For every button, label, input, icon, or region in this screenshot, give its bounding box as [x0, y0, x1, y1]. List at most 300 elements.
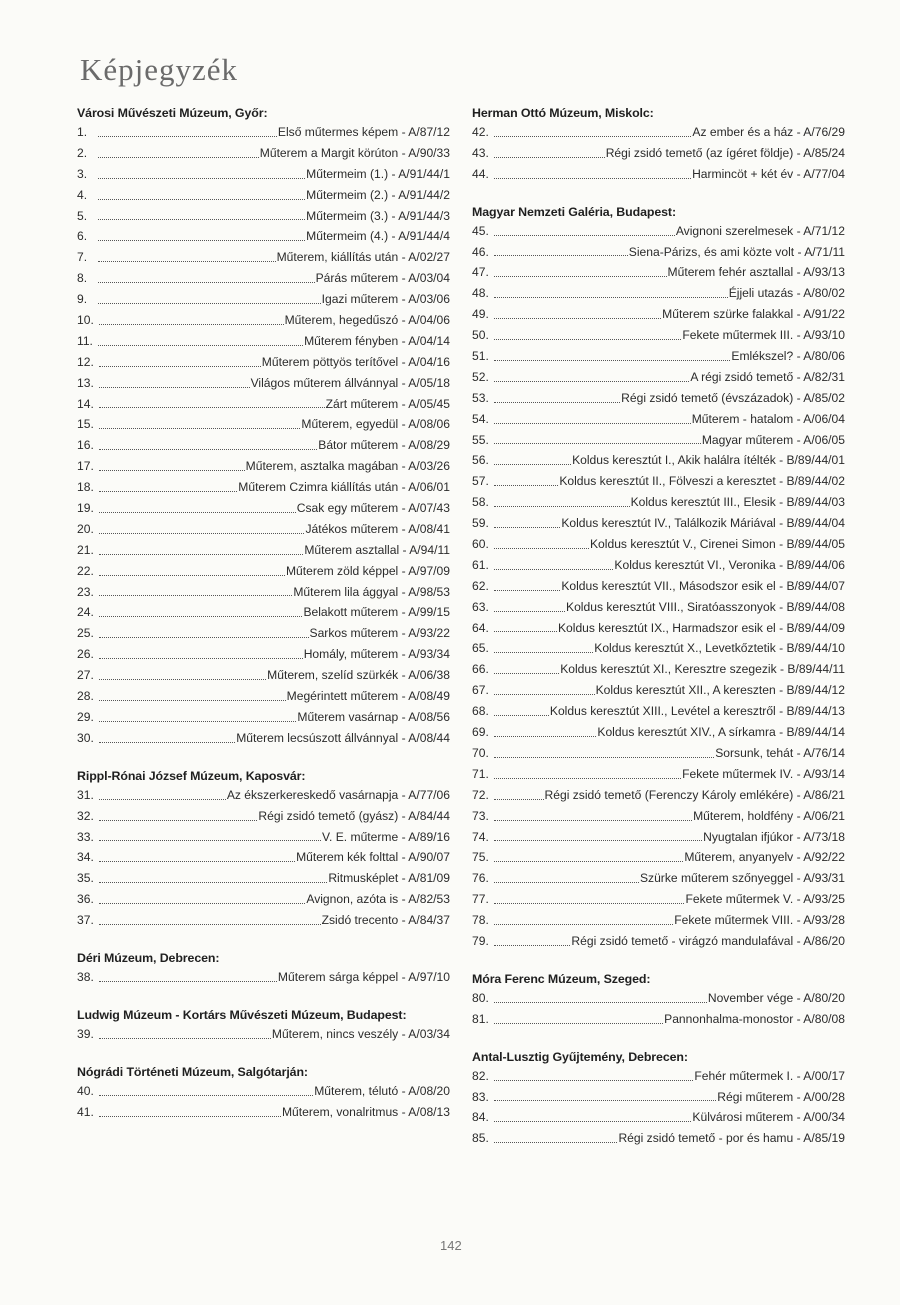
museum-section: [77, 104, 450, 749]
entry-title: A régi zsidó temető - A/82/31: [690, 369, 845, 384]
entry-number: 15.: [77, 417, 94, 432]
entry-number: 70.: [472, 745, 489, 760]
entry-number: 1.: [77, 125, 88, 139]
entry-number: 72.: [472, 787, 489, 802]
entry-number: 34.: [77, 850, 94, 865]
entry-title: Műterem lecsúszott állvánnyal - A/08/44: [236, 730, 450, 745]
entry-title: Műterem Czimra kiállítás után - A/06/01: [238, 480, 450, 495]
entry-title: Fekete műtermek VIII. - A/93/28: [674, 913, 845, 928]
dot-leader: [494, 527, 561, 528]
entry-number: 4.: [77, 187, 88, 202]
entry-number: 10.: [77, 313, 94, 328]
dot-leader: [494, 178, 691, 179]
entry-number: 74.: [472, 829, 489, 844]
dot-leader: [99, 595, 293, 596]
list-item: [77, 686, 450, 707]
list-item: [77, 967, 450, 988]
museum-heading: Magyar Nemzeti Galéria, Budapest:: [472, 204, 676, 219]
list-item: [472, 910, 845, 931]
dot-leader: [494, 840, 702, 841]
entry-title: Műterem kék folttal - A/90/07: [296, 850, 450, 865]
entry-title: Avignoni szerelmesek - A/71/12: [675, 223, 845, 238]
list-item: [472, 471, 845, 492]
dot-leader: [494, 882, 639, 883]
entry-title: Megérintett műterem - A/08/49: [286, 689, 450, 704]
entry-title: Magyar műterem - A/06/05: [701, 432, 845, 447]
dot-leader: [494, 1002, 707, 1003]
entry-title: Belakott műterem - A/99/15: [303, 605, 450, 620]
list-item: [77, 889, 450, 910]
entry-title: Koldus keresztút I., Akik halálra ítélték - B/89/44/01: [572, 453, 845, 468]
list-item: [472, 262, 845, 283]
list-item: [472, 555, 845, 576]
entry-number: 12.: [77, 354, 94, 369]
museum-section: [472, 104, 845, 185]
entry-title: Műterem sárga képpel - A/97/10: [277, 969, 450, 984]
list-item: [77, 827, 450, 848]
entry-title: Régi zsidó temető - virágzó mandulafával - A/86/20: [571, 933, 845, 948]
list-item: [77, 498, 450, 519]
entry-number: 51.: [472, 349, 489, 364]
dot-leader: [99, 799, 226, 800]
museum-section: [77, 949, 450, 988]
entry-title: Régi műterem - A/00/28: [717, 1089, 845, 1104]
entry-title: Műterem, kiállítás után - A/02/27: [276, 250, 450, 265]
list-item: [472, 430, 845, 451]
entry-title: V. E. műterme - A/89/16: [322, 829, 450, 844]
entry-title: Műterem, egyedül - A/08/06: [301, 417, 450, 432]
entry-title: Műterem asztallal - A/94/11: [304, 542, 450, 557]
entry-title: Fekete műtermek III. - A/93/10: [682, 328, 845, 343]
list-item: [472, 283, 845, 304]
entry-number: 47.: [472, 265, 489, 280]
entry-title: Az ékszerkereskedő vasárnapja - A/77/06: [226, 787, 450, 802]
dot-leader: [494, 157, 605, 158]
list-item: [77, 247, 450, 268]
entry-number: 33.: [77, 829, 94, 844]
dot-leader: [99, 324, 284, 325]
entry-number: 14.: [77, 396, 94, 411]
entry-number: 78.: [472, 913, 489, 928]
dot-leader: [494, 924, 673, 925]
entry-title: Siena-Párizs, és ami közte volt - A/71/11: [628, 244, 845, 259]
entry-title: Első műtermes képem - A/87/12: [277, 125, 450, 139]
dot-leader: [99, 924, 321, 925]
entry-title: Játékos műterem - A/08/41: [305, 521, 450, 536]
list-item: [472, 1066, 845, 1087]
list-item: [472, 450, 845, 471]
entry-number: 69.: [472, 725, 489, 740]
entry-number: 66.: [472, 662, 489, 677]
entry-number: 21.: [77, 542, 94, 557]
dot-leader: [494, 255, 628, 256]
dot-leader: [494, 235, 675, 236]
list-item: [77, 143, 450, 164]
entry-number: 38.: [77, 969, 94, 984]
entry-number: 83.: [472, 1089, 489, 1104]
museum-heading: Rippl-Rónai József Múzeum, Kaposvár:: [77, 768, 306, 783]
entry-title: Ritmusképlet - A/81/09: [328, 871, 450, 886]
entry-number: 57.: [472, 474, 489, 489]
entry-number: 17.: [77, 459, 94, 474]
entry-number: 22.: [77, 563, 94, 578]
entry-number: 50.: [472, 328, 489, 343]
entry-number: 3.: [77, 166, 88, 181]
entry-title: Régi zsidó temető (évszázadok) - A/85/02: [621, 390, 845, 405]
museum-heading: Móra Ferenc Múzeum, Szeged:: [472, 971, 651, 986]
entry-title: Régi zsidó temető (Ferenczy Károly emlékére) - A/86/21: [544, 787, 845, 802]
entry-number: 76.: [472, 871, 489, 886]
dot-leader: [98, 345, 303, 346]
entry-number: 40.: [77, 1083, 94, 1098]
entry-number: 30.: [77, 730, 94, 745]
list-item: [472, 785, 845, 806]
entry-number: 23.: [77, 584, 94, 599]
list-item: [77, 602, 450, 623]
entry-title: Harmincöt + két év - A/77/04: [692, 166, 845, 181]
list-item: [472, 722, 845, 743]
list-item: [77, 1024, 450, 1045]
list-item: [77, 785, 450, 806]
entry-title: Koldus keresztút XII., A kereszten - B/89/44/12: [595, 683, 845, 698]
dot-leader: [99, 575, 285, 576]
dot-leader: [494, 861, 684, 862]
entry-number: 2.: [77, 145, 88, 160]
dot-leader: [99, 679, 266, 680]
dot-leader: [99, 861, 295, 862]
entry-title: Éjjeli utazás - A/80/02: [728, 286, 845, 301]
entry-number: 84.: [472, 1110, 489, 1125]
list-item: [77, 728, 450, 749]
museum-section: [77, 1063, 450, 1123]
entry-title: Műterem lila ággyal - A/98/53: [293, 584, 450, 599]
dot-leader: [494, 1100, 716, 1101]
list-item: [472, 988, 845, 1009]
museum-section: [77, 1006, 450, 1045]
entry-title: Műterem, vonalritmus - A/08/13: [281, 1104, 450, 1119]
entry-title: Világos műterem állvánnyal - A/05/18: [250, 375, 450, 390]
dot-leader: [494, 1023, 663, 1024]
entry-number: 13.: [77, 375, 94, 390]
dot-leader: [494, 339, 682, 340]
entry-number: 31.: [77, 787, 94, 802]
entry-title: Igazi műterem - A/03/06: [321, 292, 450, 307]
dot-leader: [98, 136, 277, 137]
entry-title: Zsidó trecento - A/84/37: [321, 913, 450, 928]
entry-title: Műterem fényben - A/04/14: [304, 333, 450, 348]
entry-title: Fehér műtermek I. - A/00/17: [694, 1068, 845, 1083]
dot-leader: [98, 261, 276, 262]
entry-title: Külvárosi műterem - A/00/34: [692, 1110, 845, 1125]
dot-leader: [99, 700, 286, 701]
list-item: [472, 743, 845, 764]
dot-leader: [99, 366, 261, 367]
dot-leader: [494, 548, 589, 549]
list-item: [472, 534, 845, 555]
entry-number: 45.: [472, 223, 489, 238]
entry-number: 62.: [472, 578, 489, 593]
entry-title: Műterem, asztalka magában - A/03/26: [245, 459, 450, 474]
dot-leader: [99, 1095, 313, 1096]
entry-number: 36.: [77, 892, 94, 907]
list-item: [77, 1081, 450, 1102]
entry-number: 56.: [472, 453, 489, 468]
list-item: [472, 597, 845, 618]
entry-number: 9.: [77, 292, 88, 307]
list-item: [77, 206, 450, 227]
dot-leader: [494, 590, 561, 591]
dot-leader: [99, 658, 303, 659]
entry-number: 11.: [77, 333, 93, 348]
entry-number: 53.: [472, 390, 489, 405]
entry-number: 37.: [77, 913, 94, 928]
list-item: [77, 519, 450, 540]
list-item: [472, 122, 845, 143]
list-item: [77, 122, 450, 143]
entry-title: Koldus keresztút XIII., Levétel a keresztről - B/89/44/13: [549, 704, 845, 719]
list-item: [472, 1009, 845, 1030]
entry-title: Műterem szürke falakkal - A/91/22: [662, 307, 845, 322]
list-item: [472, 242, 845, 263]
dot-leader: [494, 778, 681, 779]
list-item: [77, 540, 450, 561]
entry-number: 28.: [77, 689, 94, 704]
entry-title: Műterem - hatalom - A/06/04: [691, 411, 845, 426]
entry-number: 85.: [472, 1131, 489, 1146]
entry-title: Műtermeim (4.) - A/91/44/4: [306, 229, 450, 244]
dot-leader: [98, 282, 315, 283]
list-item: [77, 806, 450, 827]
entry-number: 29.: [77, 709, 94, 724]
dot-leader: [494, 673, 559, 674]
list-item: [472, 806, 845, 827]
dot-leader: [99, 387, 250, 388]
dot-leader: [494, 443, 701, 444]
entry-number: 27.: [77, 668, 94, 683]
dot-leader: [494, 1142, 618, 1143]
entry-title: Fekete műtermek IV. - A/93/14: [682, 766, 845, 781]
entry-number: 55.: [472, 432, 489, 447]
entry-title: Bátor műterem - A/08/29: [318, 438, 450, 453]
entry-number: 44.: [472, 166, 489, 181]
list-item: [77, 582, 450, 603]
list-item: [472, 638, 845, 659]
entry-title: Műtermeim (1.) - A/91/44/1: [306, 166, 450, 181]
dot-leader: [494, 136, 692, 137]
entry-title: Műterem, holdfény - A/06/21: [693, 808, 845, 823]
left-column: [77, 104, 450, 1141]
dot-leader: [494, 945, 571, 946]
museum-section: [472, 203, 845, 952]
list-item: [77, 868, 450, 889]
entry-title: Zárt műterem - A/05/45: [325, 396, 450, 411]
entry-title: Nyugtalan ifjúkor - A/73/18: [703, 829, 845, 844]
entry-title: Műterem zöld képpel - A/97/09: [285, 563, 450, 578]
entry-title: Műterem, szelíd szürkék - A/06/38: [267, 668, 450, 683]
dot-leader: [494, 757, 714, 758]
list-item: [472, 1107, 845, 1128]
entry-title: Műterem pöttyös terítővel - A/04/16: [261, 354, 450, 369]
list-item: [472, 367, 845, 388]
list-item: [77, 1102, 450, 1123]
dot-leader: [494, 381, 690, 382]
entry-title: Műterem, nincs veszély - A/03/34: [271, 1026, 450, 1041]
list-item: [77, 331, 450, 352]
entry-title: Koldus keresztút XIV., A sírkamra - B/89/44/14: [597, 725, 845, 740]
entry-number: 42.: [472, 125, 489, 139]
list-item: [472, 388, 845, 409]
entry-number: 81.: [472, 1011, 489, 1026]
dot-leader: [494, 318, 661, 319]
list-item: [472, 492, 845, 513]
dot-leader: [494, 276, 667, 277]
entry-title: Műterem a Margit körúton - A/90/33: [259, 145, 450, 160]
list-item: [472, 346, 845, 367]
dot-leader: [494, 715, 549, 716]
entry-title: Régi zsidó temető (az ígéret földje) - A/85/24: [605, 145, 845, 160]
entry-title: Az ember és a ház - A/76/29: [692, 125, 845, 139]
list-item: [77, 226, 450, 247]
list-item: [472, 868, 845, 889]
entry-number: 82.: [472, 1068, 489, 1083]
right-column: [472, 104, 845, 1167]
entry-title: Koldus keresztút VI., Veronika - B/89/44/06: [614, 557, 845, 572]
dot-leader: [494, 631, 557, 632]
entry-title: Csak egy műterem - A/07/43: [296, 501, 450, 516]
entry-title: Régi zsidó temető (gyász) - A/84/44: [258, 808, 450, 823]
museum-section: [472, 1048, 845, 1150]
list-item: [472, 847, 845, 868]
entry-number: 26.: [77, 647, 94, 662]
entry-title: November vége - A/80/20: [707, 990, 845, 1005]
list-item: [77, 456, 450, 477]
list-item: [77, 435, 450, 456]
entry-number: 46.: [472, 244, 489, 259]
entry-number: 41.: [77, 1104, 94, 1119]
dot-leader: [99, 1116, 281, 1117]
entry-number: 63.: [472, 599, 489, 614]
list-item: [77, 164, 450, 185]
list-item: [472, 143, 845, 164]
entry-title: Műtermeim (3.) - A/91/44/3: [306, 208, 450, 223]
entry-number: 64.: [472, 620, 489, 635]
entry-number: 25.: [77, 626, 94, 641]
dot-leader: [99, 882, 328, 883]
list-item: [77, 847, 450, 868]
dot-leader: [99, 407, 325, 408]
entry-title: Műterem fehér asztallal - A/93/13: [667, 265, 845, 280]
dot-leader: [98, 303, 321, 304]
entry-title: Sorsunk, tehát - A/76/14: [715, 745, 845, 760]
entry-number: 19.: [77, 501, 94, 516]
museum-heading: Herman Ottó Múzeum, Miskolc:: [472, 106, 654, 120]
entry-title: Homály, műterem - A/93/34: [303, 647, 450, 662]
entry-title: Koldus keresztút II., Fölveszi a keresztet - B/89/44/02: [559, 474, 845, 489]
list-item: [472, 325, 845, 346]
dot-leader: [98, 240, 305, 241]
dot-leader: [99, 491, 237, 492]
dot-leader: [99, 840, 321, 841]
entry-number: 67.: [472, 683, 489, 698]
entry-number: 68.: [472, 704, 489, 719]
dot-leader: [99, 616, 303, 617]
list-item: [472, 576, 845, 597]
entry-title: Régi zsidó temető - por és hamu - A/85/19: [618, 1131, 845, 1146]
entry-title: Sarkos műterem - A/93/22: [309, 626, 450, 641]
list-item: [77, 665, 450, 686]
entry-title: Műterem vasárnap - A/08/56: [297, 709, 450, 724]
entry-number: 43.: [472, 145, 489, 160]
list-item: [472, 889, 845, 910]
entry-title: Emlékszel? - A/80/06: [731, 349, 845, 364]
entry-number: 65.: [472, 641, 489, 656]
list-item: [472, 618, 845, 639]
museum-heading: Déri Múzeum, Debrecen:: [77, 950, 220, 965]
entry-title: Koldus keresztút VIII., Siratóasszonyok - B/89/44/08: [566, 599, 845, 614]
dot-leader: [99, 449, 317, 450]
museum-heading: Antal-Lusztig Gyűjtemény, Debrecen:: [472, 1049, 688, 1064]
list-item: [472, 1128, 845, 1149]
entry-title: Párás műterem - A/03/04: [315, 271, 450, 286]
list-item: [77, 394, 450, 415]
list-item: [77, 289, 450, 310]
entry-number: 48.: [472, 286, 489, 301]
dot-leader: [494, 1080, 694, 1081]
list-item: [77, 414, 450, 435]
museum-heading: Ludwig Múzeum - Kortárs Művészeti Múzeum, Budapest:: [77, 1007, 407, 1022]
list-item: [472, 304, 845, 325]
list-item: [472, 931, 845, 952]
entry-number: 35.: [77, 871, 94, 886]
dot-leader: [494, 297, 728, 298]
entry-number: 54.: [472, 411, 489, 426]
entry-number: 18.: [77, 480, 94, 495]
list-item: [472, 221, 845, 242]
dot-leader: [99, 742, 235, 743]
entry-number: 71.: [472, 766, 489, 781]
dot-leader: [98, 219, 305, 220]
entry-number: 5.: [77, 208, 88, 223]
dot-leader: [99, 533, 305, 534]
entry-number: 75.: [472, 850, 489, 865]
entry-title: Koldus keresztút V., Cirenei Simon - B/89/44/05: [589, 537, 845, 552]
museum-heading: Nógrádi Történeti Múzeum, Salgótarján:: [77, 1064, 308, 1079]
entry-number: 58.: [472, 495, 489, 510]
dot-leader: [494, 1121, 692, 1122]
entry-title: Koldus keresztút IX., Harmadszor esik el - B/89/44/09: [557, 620, 845, 635]
entry-number: 7.: [77, 250, 88, 265]
entry-number: 77.: [472, 892, 489, 907]
dot-leader: [99, 820, 258, 821]
list-item: [77, 185, 450, 206]
dot-leader: [494, 360, 731, 361]
museum-heading: Városi Művészeti Múzeum, Győr:: [77, 106, 268, 120]
page-title: Képjegyzék: [80, 52, 239, 87]
dot-leader: [494, 611, 565, 612]
entry-title: Koldus keresztút XI., Keresztre szegezik - B/89/44/11: [560, 662, 845, 677]
entry-title: Pannonhalma-monostor - A/80/08: [664, 1011, 845, 1026]
entry-number: 8.: [77, 271, 88, 286]
entry-title: Koldus keresztút X., Levetkőztetik - B/89/44/10: [594, 641, 845, 656]
dot-leader: [99, 1038, 271, 1039]
list-item: [472, 701, 845, 722]
entry-number: 16.: [77, 438, 94, 453]
entry-title: Avignon, azóta is - A/82/53: [306, 892, 450, 907]
entry-number: 32.: [77, 808, 94, 823]
entry-number: 39.: [77, 1026, 94, 1041]
list-item: [77, 707, 450, 728]
list-item: [77, 310, 450, 331]
